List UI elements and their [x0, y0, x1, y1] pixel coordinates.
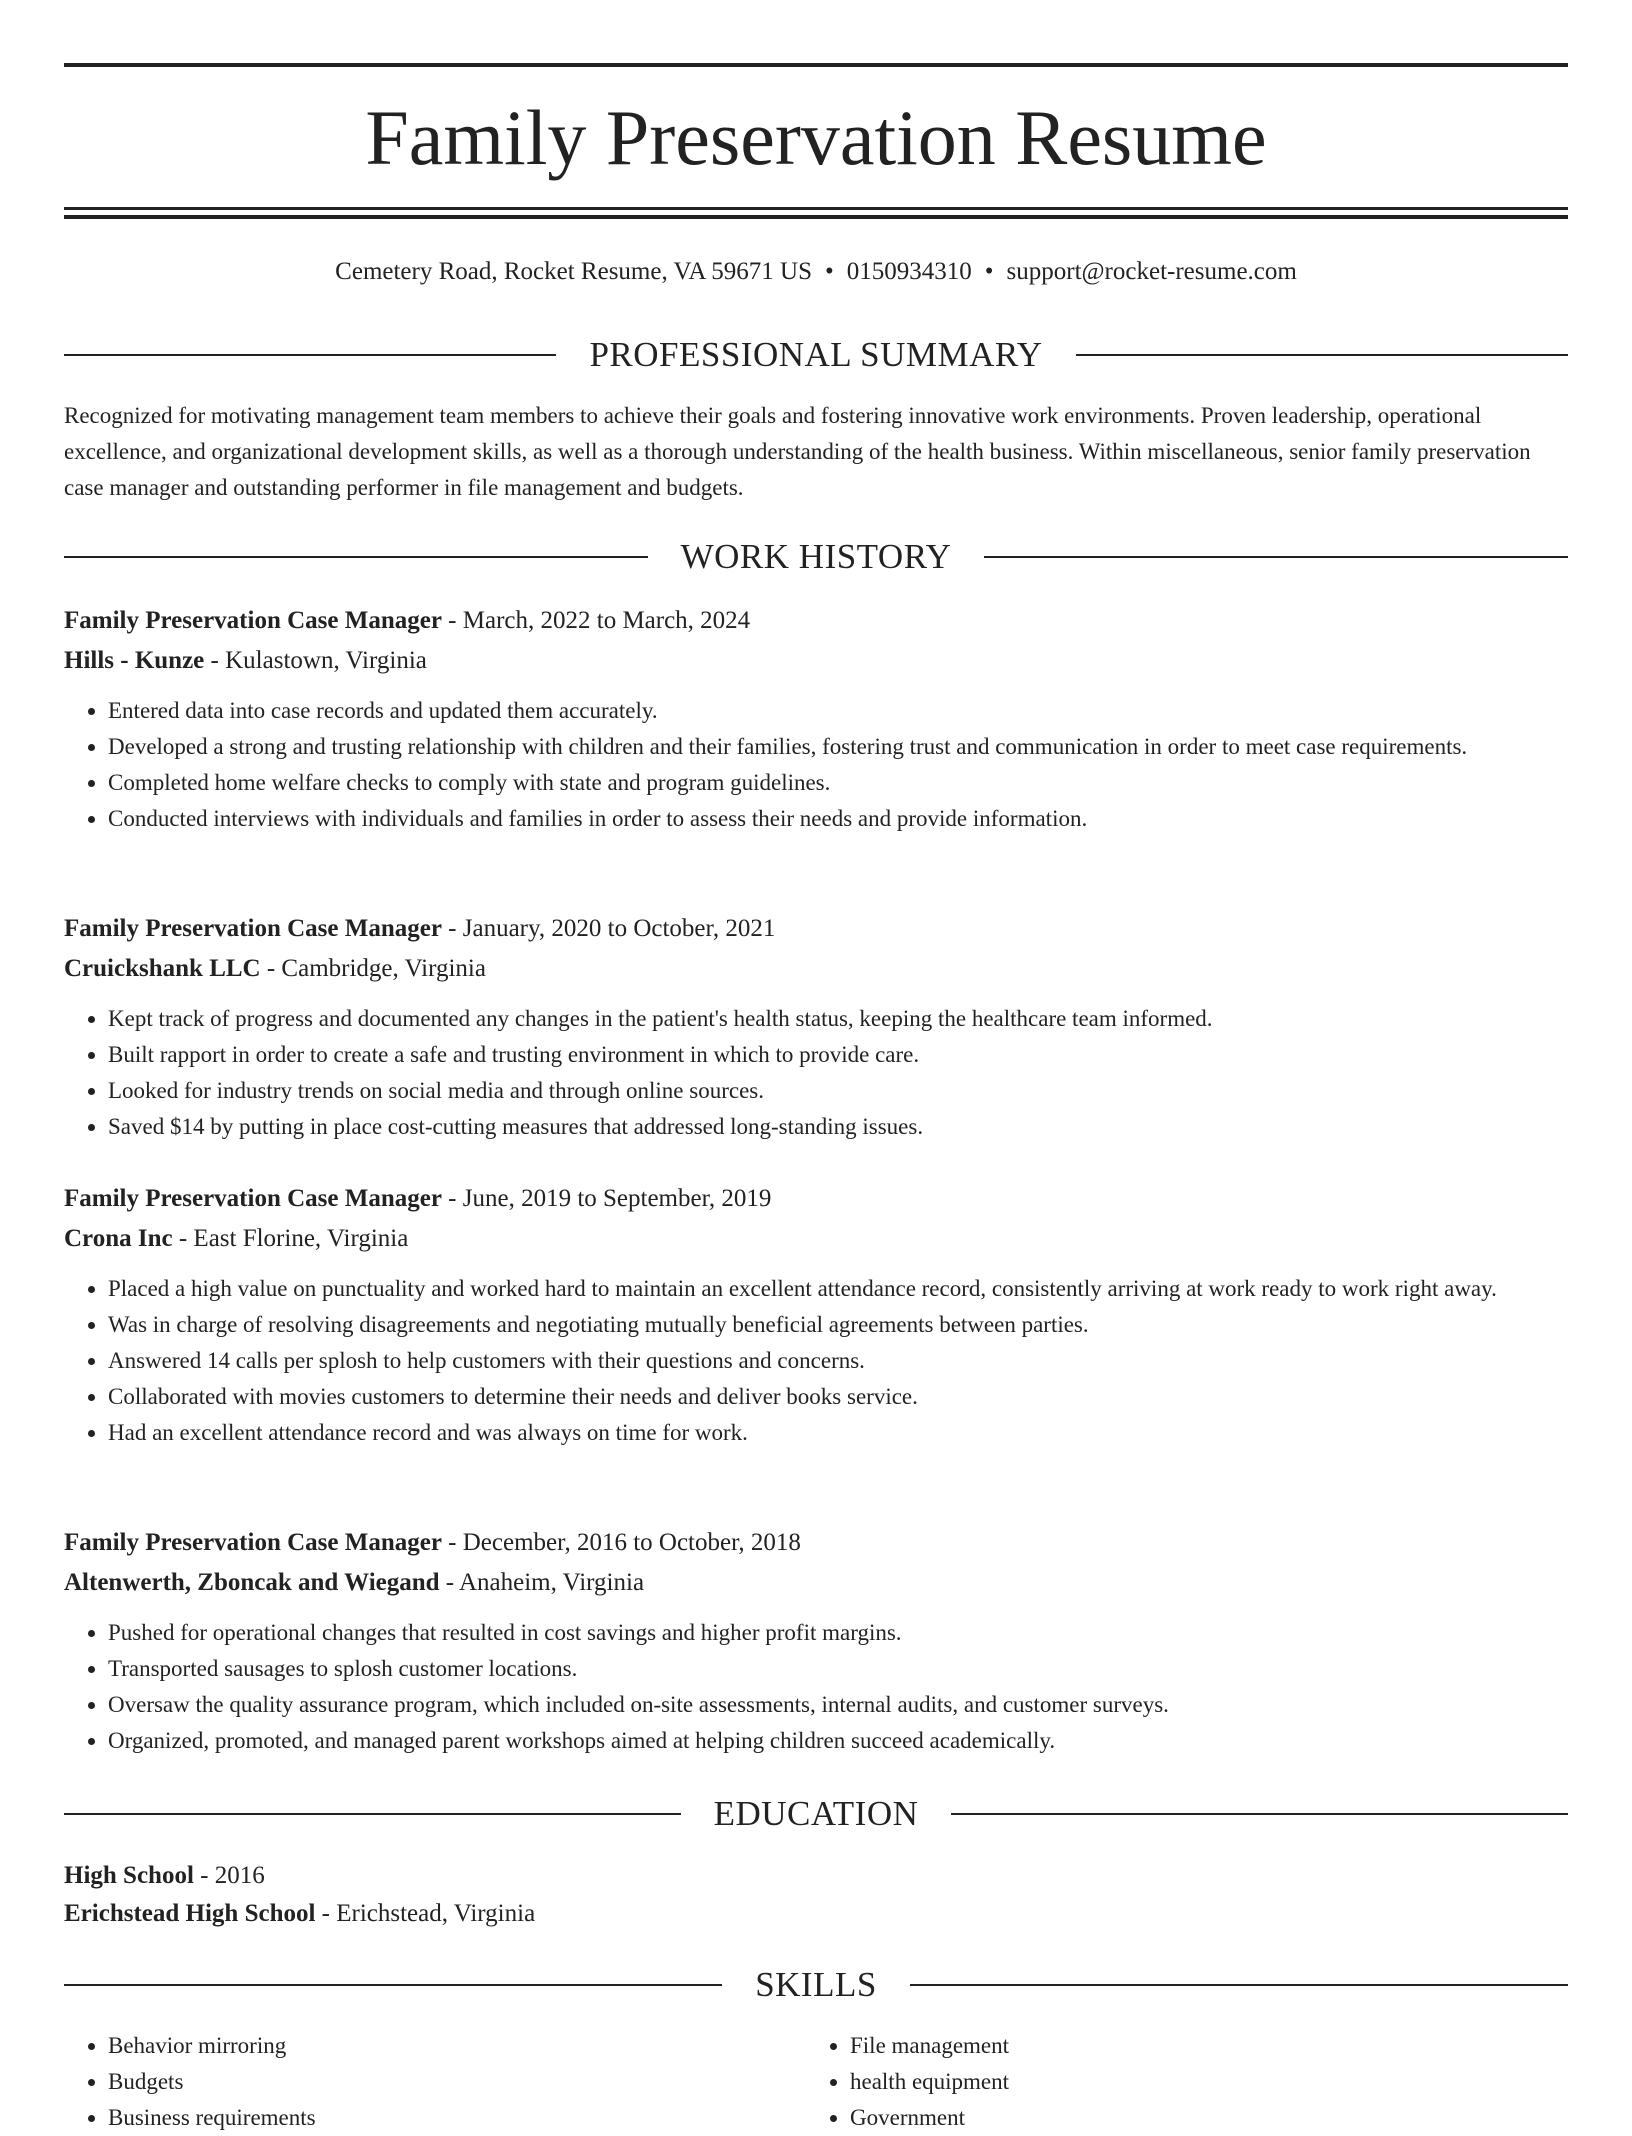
skill-item: • Behavior mirroring — [108, 2028, 806, 2064]
education-school: Erichstead High School — [64, 1900, 316, 1927]
job-bullets — [64, 1001, 1568, 1145]
job-company: Hills - Kunze — [64, 647, 205, 674]
education-year: - 2016 — [193, 1862, 265, 1889]
contact-separator: • — [984, 258, 994, 285]
job-company: Altenwerth, Zboncak and Wiegand — [64, 1569, 440, 1596]
section-title: PROFESSIONAL SUMMARY — [589, 335, 1043, 374]
skill-item: • Budgets — [108, 2064, 806, 2100]
skills-column-left — [64, 2028, 806, 2136]
summary-text: Recognized for motivating management team members to achieve their goals and fostering innovative work environments. Proven leadership, operational excellence, and organizational development skills, as well as a thorough understanding of the health business. Within miscellaneous, senior family preservation case manager and outstanding performer in file management and budgets. — [64, 403, 1531, 500]
divider — [910, 1984, 1568, 1986]
section-header-skills — [64, 1960, 1568, 2010]
job-bullets — [64, 693, 1568, 837]
skill-item: • Government — [850, 2100, 1548, 2136]
skill-item: • health equipment — [850, 2064, 1548, 2100]
job-location: - Cambridge, Virginia — [260, 955, 486, 982]
divider — [951, 1813, 1568, 1815]
title-rule-upper — [64, 207, 1568, 210]
job-bullet: • Placed a high value on punctuality and worked hard to maintain an excellent attendance record, consistently arriving at work ready to work right away. — [108, 1271, 1568, 1307]
top-rule — [64, 63, 1568, 67]
section-title: EDUCATION — [713, 1794, 919, 1833]
job-bullet: • Answered 14 calls per splosh to help customers with their questions and concerns. — [108, 1343, 1568, 1379]
section-header-education — [64, 1789, 1568, 1839]
job-bullet: • Saved $14 by putting in place cost-cutting measures that addressed long-standing issues. — [108, 1109, 1568, 1145]
job-bullet: • Built rapport in order to create a safe and trusting environment in which to provide care. — [108, 1037, 1568, 1073]
job-bullet: • Collaborated with movies customers to determine their needs and deliver books service. — [108, 1379, 1568, 1415]
job-title: Family Preservation Case Manager — [64, 607, 442, 634]
job-entry — [64, 601, 1568, 837]
education-location: - Erichstead, Virginia — [315, 1900, 536, 1927]
job-bullets — [64, 1615, 1568, 1759]
section-header-work — [64, 532, 1568, 582]
job-bullet: • Conducted interviews with individuals and families in order to assess their needs and provide information. — [108, 801, 1568, 837]
contact-line — [64, 252, 1568, 292]
job-bullet: • Was in charge of resolving disagreements and negotiating mutually beneficial agreements between parties. — [108, 1307, 1568, 1343]
divider — [64, 1984, 722, 1986]
job-bullet: • Looked for industry trends on social media and through online sources. — [108, 1073, 1568, 1109]
job-bullet: • Entered data into case records and updated them accurately. — [108, 693, 1568, 729]
job-entry — [64, 1179, 1568, 1451]
section-title: SKILLS — [755, 1965, 877, 2004]
job-dates: - March, 2022 to March, 2024 — [441, 607, 751, 634]
contact-email: support@rocket-resume.com — [1006, 258, 1297, 285]
job-bullet: • Had an excellent attendance record and was always on time for work. — [108, 1415, 1568, 1451]
contact-phone: 0150934310 — [846, 258, 972, 285]
resume-title: Family Preservation Resume — [365, 94, 1267, 181]
divider — [64, 354, 556, 356]
education-degree: High School — [64, 1862, 194, 1889]
job-bullet: • Pushed for operational changes that resulted in cost savings and higher profit margins. — [108, 1615, 1568, 1651]
section-header-summary — [64, 330, 1568, 380]
skill-item: • File management — [850, 2028, 1548, 2064]
job-bullets — [64, 1271, 1568, 1451]
skills-column-right — [806, 2028, 1548, 2136]
job-entry — [64, 909, 1568, 1145]
divider — [64, 1813, 681, 1815]
job-bullet: • Developed a strong and trusting relationship with children and their families, fostering trust and communication in order to meet case requirements. — [108, 729, 1568, 765]
job-location: - East Florine, Virginia — [172, 1225, 409, 1252]
job-bullet: • Transported sausages to splosh customer locations. — [108, 1651, 1568, 1687]
skill-item: • Business requirements — [108, 2100, 806, 2136]
contact-address: Cemetery Road, Rocket Resume, VA 59671 US — [335, 258, 812, 285]
job-title: Family Preservation Case Manager — [64, 1185, 442, 1212]
job-bullet: • Organized, promoted, and managed parent workshops aimed at helping children succeed academically. — [108, 1723, 1568, 1759]
divider — [1076, 354, 1568, 356]
job-location: - Anaheim, Virginia — [439, 1569, 645, 1596]
job-dates: - June, 2019 to September, 2019 — [441, 1185, 772, 1212]
job-dates: - January, 2020 to October, 2021 — [441, 915, 776, 942]
divider — [64, 556, 648, 558]
job-dates: - December, 2016 to October, 2018 — [441, 1529, 801, 1556]
job-company: Crona Inc — [64, 1225, 173, 1252]
contact-separator: • — [825, 258, 834, 285]
job-bullet: • Kept track of progress and documented any changes in the patient's health status, keeping the healthcare team informed. — [108, 1001, 1568, 1037]
job-bullet: • Oversaw the quality assurance program, which included on-site assessments, internal audits, and customer surveys. — [108, 1687, 1568, 1723]
divider — [984, 556, 1568, 558]
job-location: - Kulastown, Virginia — [204, 647, 427, 674]
title-rule-lower — [64, 215, 1568, 219]
education-entry — [64, 1857, 1568, 1933]
job-bullet: • Completed home welfare checks to comply with state and program guidelines. — [108, 765, 1568, 801]
skills-list — [64, 2028, 1568, 2136]
job-title: Family Preservation Case Manager — [64, 1529, 442, 1556]
job-title: Family Preservation Case Manager — [64, 915, 442, 942]
job-entry — [64, 1523, 1568, 1759]
job-company: Cruickshank LLC — [64, 955, 261, 982]
section-title: WORK HISTORY — [680, 537, 952, 576]
